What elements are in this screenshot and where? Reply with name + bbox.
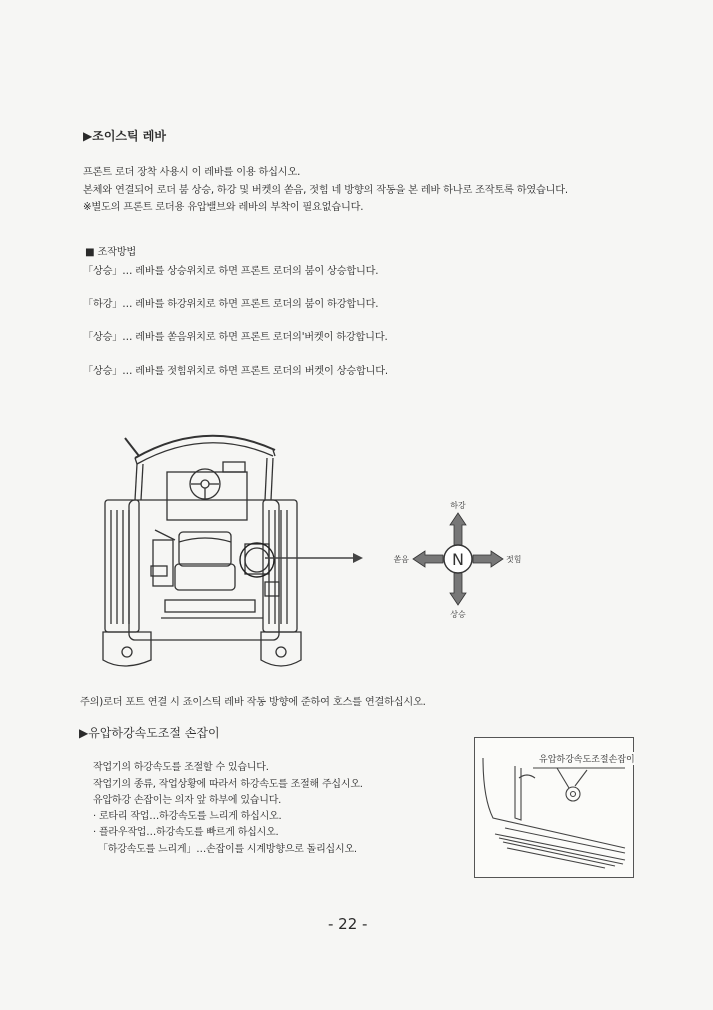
section1-line-3: ※별도의 프론트 로더용 유압밸브와 레바의 부착이 필요없습니다. <box>83 202 364 213</box>
compass-center: N <box>452 550 464 569</box>
section2-line-2: 「하강」… 레바를 하강위치로 하면 프론트 로더의 붐이 하강합니다. <box>83 299 379 310</box>
section3-line-4: · 로타리 작업…하강속도를 느리게 하십시오. <box>93 811 282 822</box>
tractor-illustration <box>95 420 370 682</box>
section1-line-2: 본체와 연결되어 로더 붐 상승, 하강 및 버켓의 쏟음, 젓힘 네 방향의 작동을 본 레바 하나로 조작토록 하였습니다. <box>83 185 568 196</box>
compass-up-label: 하강 <box>450 501 466 510</box>
section2-heading: ■ 조작방법 <box>85 247 137 258</box>
section1-line-1: 프론트 로더 장착 사용시 이 레바를 이용 하십시오. <box>83 167 301 178</box>
joystick-direction-diagram <box>380 495 530 620</box>
section2-line-4: 「상승」… 레바를 젓힘위치로 하면 프론트 로더의 버켓이 상승합니다. <box>83 366 388 377</box>
section3-line-2: 작업기의 종류, 작업상황에 따라서 하강속도를 조절해 주십시오. <box>93 779 363 790</box>
knob-figure-label: 유압하강속도조절손잡이 <box>539 752 635 765</box>
compass-down-label: 상승 <box>450 610 466 619</box>
compass-left-label: 쏟음 <box>393 555 409 564</box>
knob-figure-frame <box>474 737 634 878</box>
section3-line-5: · 플라우작업…하강속도를 빠르게 하십시오. <box>93 827 279 838</box>
compass-right-label: 젓힘 <box>506 555 522 564</box>
section2-line-3: 「상승」… 레바를 쏟음위치로 하면 프론트 로더의'버켓이 하강합니다. <box>83 332 388 343</box>
section3-line-6: 「하강속도를 느리게」…손잡이를 시계방향으로 돌리십시오. <box>98 844 357 855</box>
section2-line-1: 「상승」… 레바를 상승위치로 하면 프론트 로더의 붐이 상승합니다. <box>83 266 379 277</box>
section3-line-1: 작업기의 하강속도를 조절할 수 있습니다. <box>93 762 269 773</box>
section3-heading: ▶유압하강속도조절 손잡이 <box>79 726 220 740</box>
section1-heading: ▶조이스틱 레바 <box>83 129 166 143</box>
caution-note: 주의)로더 포트 연결 시 죠이스틱 레바 작동 방향에 준하여 호스를 연결하십시오. <box>80 697 426 708</box>
page-number: - 22 - <box>328 915 368 933</box>
section3-line-3: 유압하강 손잡이는 의자 앞 하부에 있습니다. <box>93 795 282 806</box>
